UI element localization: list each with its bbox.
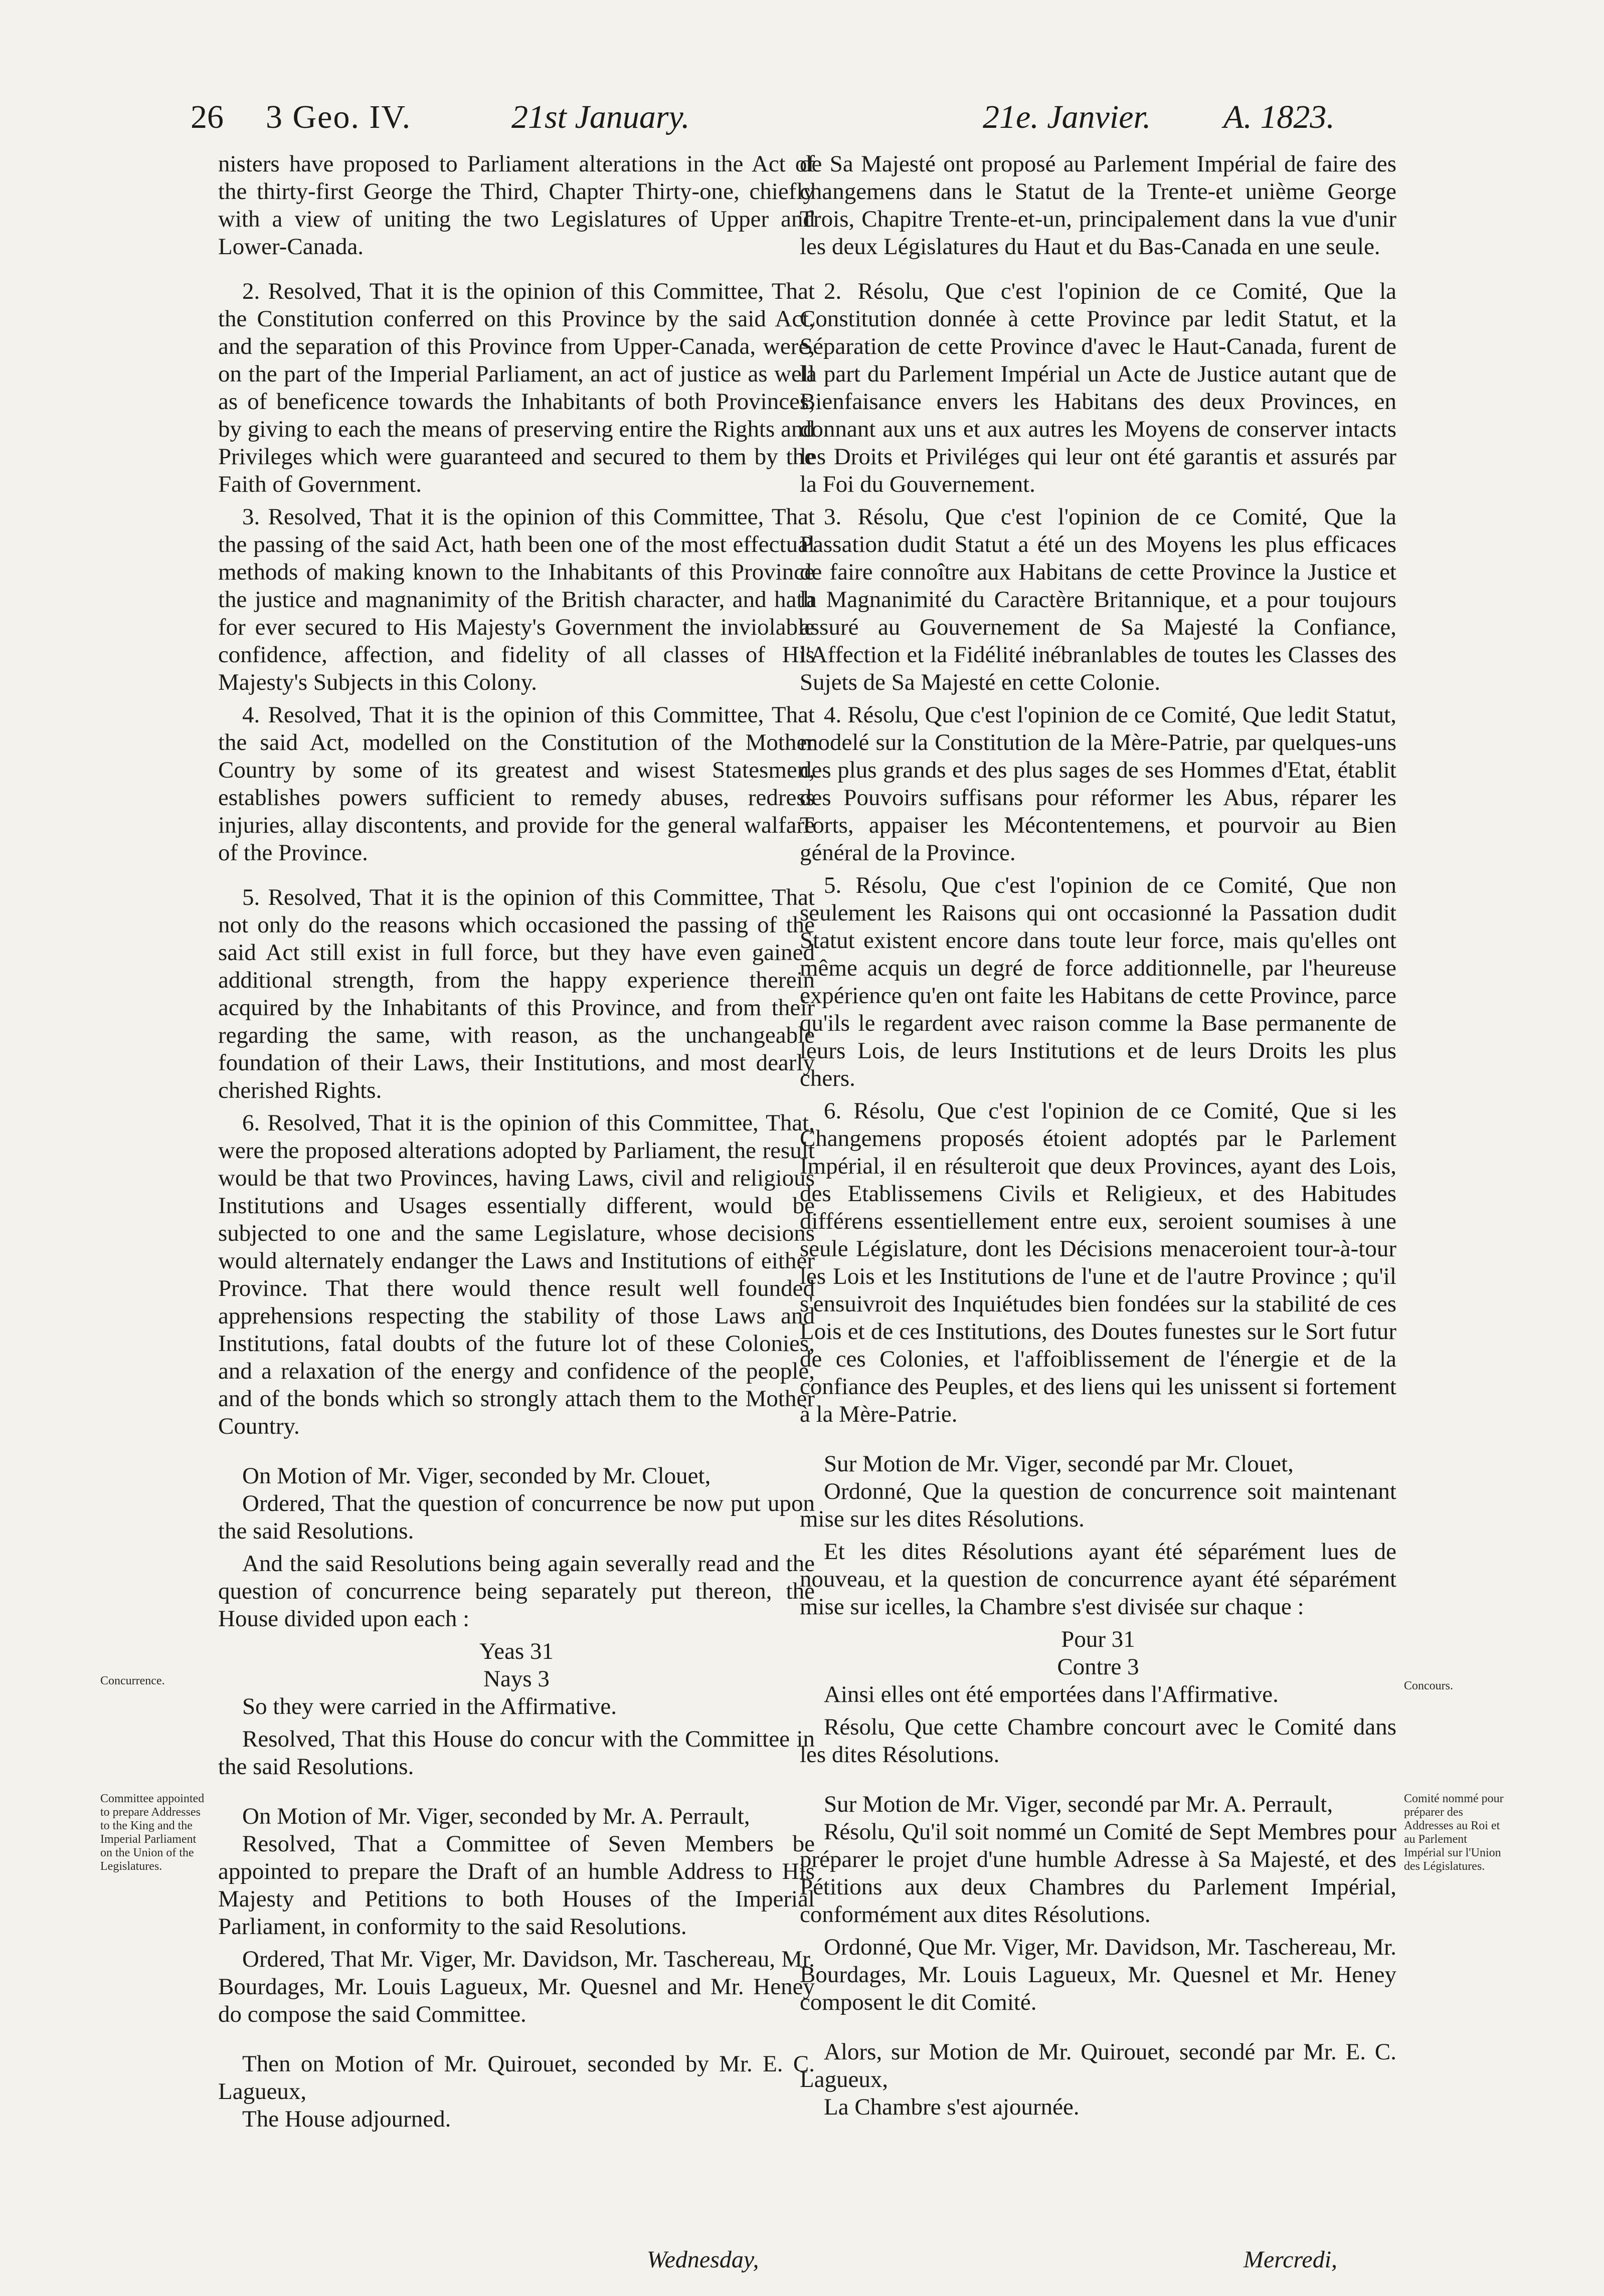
date-french: 21e. Janvier. (983, 99, 1151, 135)
french-order-1: Ordonné, Que la question de concurrence soit maintenant mise sur les dites Résolutions. (800, 1478, 1396, 1532)
french-resolution-6: 6. Résolu, Que c'est l'opinion de ce Comité, Que si les Changemens proposés étoient adoptés par le Parlement Impérial, il en résulteroit que deux Provinces, ayant des Lois, des Etablissemens Civils et Religieux, et des Habitudes différens essentiellement entre eux, seroient soumises à une seule Législature, dont les Décisions menaceroient tour-à-tour les Lois et les Institutions de l'une et de l'autre Province ; qu'il s'ensuivroit des Inquiétudes bien fondées sur la stabilité de ces Lois et de ces Institutions, des Doutes funestes sur le Sort futur de ces Colonies, et l'affoiblissement de l'énergie et de la confiance des Peuples, et des liens qui les unissent si fortement à la Mère-Patrie. (800, 1098, 1396, 1427)
english-order-1: Ordered, That the question of concurrence be now put upon the said Resolutions. (218, 1490, 815, 1544)
french-resolution-2: 2. Résolu, Que c'est l'opinion de ce Comité, Que la Constitution donnée à cette Province par ledit Statut, et la Séparation de cette Province d'avec le Haut-Canada, furent de la part du Parlement Impérial un Acte de Justice autant que de Bienfaisance envers les Habitans des deux Provinces, en donnant aux uns et aux autres les Moyens de conserver intacts les Droits et Priviléges qui leur ont été garantis et assurés par la Foi du Gouvernement. (800, 278, 1396, 497)
english-adjourned: The House adjourned. (242, 2106, 451, 2132)
french-resolution-5: 5. Résolu, Que c'est l'opinion de ce Comité, Que non seulement les Raisons qui ont occasionné la Passation dudit Statut existent encore dans toute leur force, mais qu'elles ont même acquis un degré de force additionnelle, par l'heureuse expérience qu'en ont faite les Habitans de cette Province, parce qu'ils le regardent avec raison comme la Base permanente de leurs Lois, de leurs Institutions et de leurs Droits les plus chers. (800, 872, 1396, 1091)
margin-note-concours: Concours. (1404, 1679, 1453, 1692)
catchword-english: Wednesday, (647, 2246, 759, 2273)
english-motion-3: Then on Motion of Mr. Quirouet, seconded by Mr. E. C. Lagueux, (218, 2051, 815, 2104)
french-motion-1: Sur Motion de Mr. Viger, secondé par Mr. Clouet, (824, 1451, 1294, 1477)
catchword-french: Mercredi, (1243, 2246, 1338, 2273)
english-nays: Nays 3 (483, 1666, 550, 1692)
running-header (191, 98, 1404, 153)
english-yeas: Yeas 31 (479, 1638, 554, 1664)
english-paragraph: nisters have proposed to Parliament alterations in the Act of the thirty-first George the Third, Chapter Thirty-one, chiefly with a view of uniting the two Legislatures of Upper and Lower-Canada. (218, 151, 815, 260)
french-motion-2: Sur Motion de Mr. Viger, secondé par Mr. A. Perrault, (824, 1791, 1333, 1817)
year: A. 1823. (1223, 99, 1335, 135)
french-division: Et les dites Résolutions ayant été séparément lues de nouveau, et la question de concurrence ayant été séparément mise sur icelles, la Chambre s'est divisée sur chaque : (800, 1539, 1396, 1620)
english-motion-1: On Motion of Mr. Viger, seconded by Mr. Clouet, (242, 1463, 711, 1489)
english-committee-order: Ordered, That Mr. Viger, Mr. Davidson, Mr. Taschereau, Mr. Bourdages, Mr. Louis Lagueux, Mr. Quesnel and Mr. Heney do compose the said Committee. (218, 1946, 815, 2027)
french-adjourned: La Chambre s'est ajournée. (824, 2094, 1080, 2120)
english-resolution-3: 3. Resolved, That it is the opinion of this Committee, That the passing of the said Act, hath been one of the most effectual methods of making known to the Inhabitants of this Province the justice and magnanimity of the British character, and hath for ever secured to His Majesty's Government the inviolable confidence, affection, and fidelity of all classes of His Majesty's Subjects in this Colony. (218, 504, 815, 695)
date-english: 21st January. (511, 99, 690, 135)
margin-note-comite: Comité nommé pour préparer des Addresses au Roi et au Parlement Impérial sur l'Union des Législatures. (1404, 1792, 1504, 1873)
english-division: And the said Resolutions being again severally read and the question of concurrence being separately put thereon, the House divided upon each : (218, 1551, 815, 1632)
english-resolution-5: 5. Resolved, That it is the opinion of this Committee, That not only do the reasons which occasioned the passing of the said Act still exist in full force, but they have even gained additional strength, from the happy experience therein acquired by the Inhabitants of this Province, and from their regarding the same, with reason, as the unchangeable foundation of their Laws, their Institutions, and most dearly cherished Rights. (218, 884, 815, 1103)
page-number: 26 (191, 99, 224, 135)
french-nays: Contre 3 (1057, 1654, 1139, 1680)
english-column (218, 150, 815, 2138)
french-motion-3: Alors, sur Motion de Mr. Quirouet, secondé par Mr. E. C. Lagueux, (800, 2039, 1396, 2092)
english-committee-resolution: Resolved, That a Committee of Seven Members be appointed to prepare the Draft of an humble Address to His Majesty and Petitions to both Houses of the Imperial Parliament, in conformity to the said Resolutions. (218, 1831, 815, 1940)
french-paragraph: de Sa Majesté ont proposé au Parlement Impérial de faire des changemens dans le Statut de la Trente-et unième George Trois, Chapitre Trente-et-un, principalement dans la vue d'unir les deux Législatures du Haut et du Bas-Canada en une seule. (800, 151, 1396, 260)
margin-note-committee: Committee appointed to prepare Addresses to the King and the Imperial Parliament on the Union of the Legislatures. (100, 1792, 205, 1873)
english-resolution-2: 2. Resolved, That it is the opinion of this Committee, That the Constitution conferred on this Province by the said Act, and the separation of this Province from Upper-Canada, were, on the part of the Imperial Parliament, an act of justice as well as of beneficence towards the Inhabitants of both Provinces, by giving to each the means of preserving entire the Rights and Privileges which were guaranteed and secured to them by the Faith of Government. (218, 278, 815, 497)
english-resolution-4: 4. Resolved, That it is the opinion of this Committee, That the said Act, modelled on the Constitution of the Mother Country by some of its greatest and wisest Statesmen, establishes powers sufficient to remedy abuses, redress injuries, allay discontents, and provide for the general walfare of the Province. (218, 702, 815, 866)
margin-note-concurrence: Concurrence. (100, 1674, 165, 1687)
english-motion-2: On Motion of Mr. Viger, seconded by Mr. A. Perrault, (242, 1803, 750, 1829)
english-carried: So they were carried in the Affirmative. (242, 1693, 617, 1719)
french-column (800, 150, 1396, 2126)
french-resolution-4: 4. Résolu, Que c'est l'opinion de ce Comité, Que ledit Statut, modelé sur la Constitution de la Mère-Patrie, par quelques-uns des plus grands et des plus sages de ses Hommes d'Etat, établit des Pouvoirs suffisans pour réformer les Abus, réparer les Torts, appaiser les Mécontentemens, et pourvoir au Bien général de la Province. (800, 702, 1396, 866)
french-yeas: Pour 31 (1061, 1626, 1135, 1652)
french-carried: Ainsi elles ont été emportées dans l'Affirmative. (824, 1681, 1279, 1707)
french-committee-order: Ordonné, Que Mr. Viger, Mr. Davidson, Mr. Taschereau, Mr. Bourdages, Mr. Louis Lagueux, Mr. Quesnel et Mr. Heney composent le dit Comité. (800, 1934, 1396, 2015)
french-committee-resolution: Résolu, Qu'il soit nommé un Comité de Sept Membres pour préparer le projet d'une humble Adresse à Sa Majesté, et des Pétitions aux deux Chambres du Parlement Impérial, conformément aux dites Résolutions. (800, 1819, 1396, 1928)
french-concurrence: Résolu, Que cette Chambre concourt avec le Comité dans les dites Résolutions. (800, 1714, 1396, 1768)
english-resolution-6: 6. Resolved, That it is the opinion of this Committee, That, were the proposed alterations adopted by Parliament, the result would be that two Provinces, having Laws, civil and religious Institutions and Usages essentially different, would be subjected to one and the same Legislature, whose decisions would alternately endanger the Laws and Institutions of either Province. That there would thence result well founded apprehensions respecting the stability of those Laws and Institutions, fatal doubts of the future lot of these Colonies, and a relaxation of the energy and confidence of the people, and of the bonds which so strongly attach them to the Mother Country. (218, 1110, 815, 1439)
english-concurrence: Resolved, That this House do concur with the Committee in the said Resolutions. (218, 1726, 815, 1780)
regnal-year: 3 Geo. IV. (266, 99, 412, 135)
french-resolution-3: 3. Résolu, Que c'est l'opinion de ce Comité, Que la Passation dudit Statut a été un des Moyens les plus efficaces de faire connoître aux Habitans de cette Province la Justice et la Magnanimité du Caractère Britannique, et a pour toujours assuré au Gouvernement de Sa Majesté la Confiance, l'Affection et la Fidélité inébranlables de toutes les Classes des Sujets de Sa Majesté en cette Colonie. (800, 504, 1396, 695)
